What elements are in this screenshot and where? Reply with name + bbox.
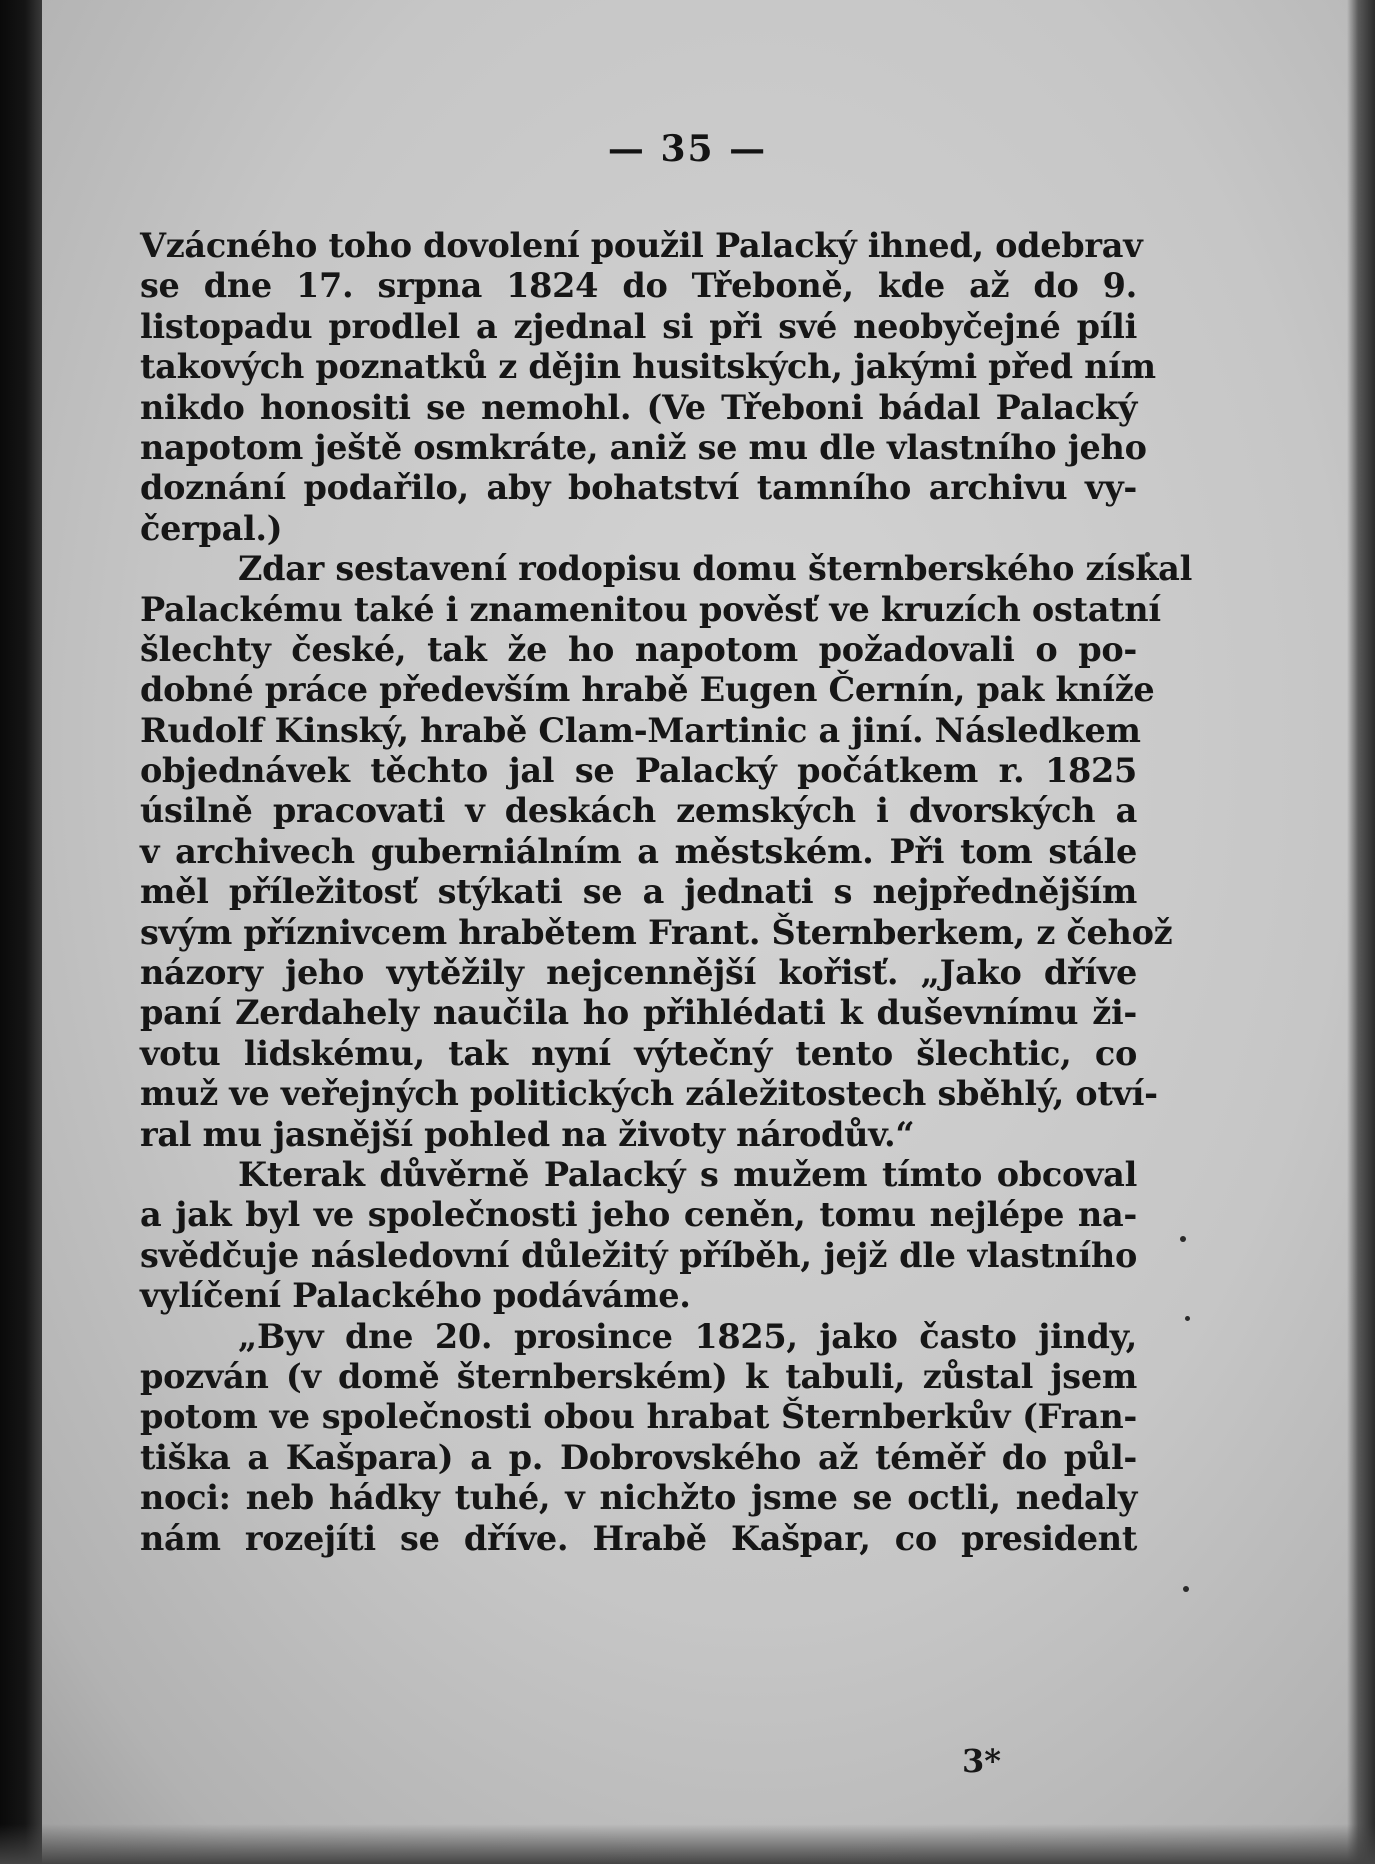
- text-line: objednávek těchto jal se Palacký počátkem r. 1825: [140, 751, 1137, 791]
- text-line: a jak byl ve společnosti jeho ceněn, tomu nejlépe na-: [140, 1195, 1137, 1235]
- text-line: dobné práce především hrabě Eugen Černín, pak kníže: [140, 670, 1155, 710]
- text-line: Rudolf Kinský, hrabě Clam-Martinic a jiní. Následkem: [140, 710, 1141, 750]
- text-line: „Byv dne 20. prosince 1825, jako často jindy,: [238, 1316, 1137, 1356]
- scan-speck: [1180, 1236, 1186, 1242]
- text-line: Zdar sestavení rodopisu domu šternberského získal: [238, 549, 1193, 589]
- text-line: čerpal.): [140, 508, 283, 548]
- text-line: doznání podařilo, aby bohatství tamního archivu vy-: [140, 468, 1137, 508]
- text-line: potom ve společnosti obou hrabat Šternberkův (Fran-: [140, 1397, 1137, 1437]
- text-line: takových poznatků z dějin husitských, jakými před ním: [140, 347, 1156, 387]
- text-line: Kterak důvěrně Palacký s mužem tímto obcoval: [238, 1154, 1137, 1194]
- text-line: pozván (v domě šternberském) k tabuli, zůstal jsem: [140, 1356, 1137, 1396]
- page-edge-bottom: [0, 1824, 1375, 1864]
- text-line: ral mu jasnější pohled na životy národův.“: [140, 1114, 915, 1154]
- scan-speck: [1185, 1316, 1190, 1321]
- text-line: paní Zerdahely naučila ho přihlédati k duševnímu ži-: [140, 993, 1137, 1033]
- text-line: svědčuje následovní důležitý příběh, jejž dle vlastního: [140, 1235, 1137, 1275]
- text-line: názory jeho vytěžily nejcennější kořisť. „Jako dříve: [140, 953, 1137, 993]
- text-line: se dne 17. srpna 1824 do Třeboně, kde až do 9.: [140, 266, 1137, 306]
- text-line: noci: neb hádky tuhé, v nichžto jsme se octli, nedaly: [140, 1478, 1137, 1518]
- printer-signature-mark: 3*: [962, 1742, 1001, 1780]
- text-line: Palackému také i znamenitou pověsť ve kruzích ostatní: [140, 589, 1161, 629]
- text-line: svým příznivcem hrabětem Frant. Šternberkem, z čehož: [140, 912, 1173, 952]
- body-text: [140, 226, 1193, 1559]
- paragraph-4: [140, 1317, 1137, 1559]
- paragraph-3: [140, 1155, 1137, 1317]
- text-line: vylíčení Palackého podáváme.: [140, 1276, 691, 1316]
- text-line: Vzácného toho dovolení použil Palacký ihned, odebrav: [140, 226, 1143, 265]
- text-line: úsilně pracovati v deskách zemských i dvorských a: [140, 791, 1137, 831]
- paragraph-1: [140, 226, 1156, 549]
- text-line: nikdo honositi se nemohl. (Ve Třeboni bádal Palacký: [140, 387, 1137, 427]
- text-line: tiška a Kašpara) a p. Dobrovského až téměř do půl-: [140, 1437, 1137, 1477]
- text-line: šlechty české, tak že ho napotom požadovali o po-: [140, 629, 1137, 669]
- scan-speck: [1183, 1586, 1189, 1592]
- book-binding-shadow: [0, 0, 42, 1864]
- text-line: listopadu prodlel a zjednal si při své neobyčejné píli: [140, 306, 1137, 346]
- text-line: votu lidskému, tak nyní výtečný tento šlechtic, co: [140, 1033, 1137, 1073]
- paragraph-2: [140, 549, 1193, 1155]
- text-line: v archivech guberniálním a městském. Při tom stále: [140, 831, 1137, 871]
- text-line: muž ve veřejných politických záležitostech sběhlý, otví-: [140, 1074, 1158, 1114]
- text-line: měl příležitosť stýkati se a jednati s nejpřednějším: [140, 872, 1137, 912]
- page-edge-right: [1347, 0, 1375, 1864]
- text-line: napotom ještě osmkráte, aniž se mu dle vlastního jeho: [140, 427, 1147, 467]
- page-number: — 35 —: [607, 128, 768, 170]
- text-line: nám rozejíti se dříve. Hrabě Kašpar, co president: [140, 1518, 1137, 1558]
